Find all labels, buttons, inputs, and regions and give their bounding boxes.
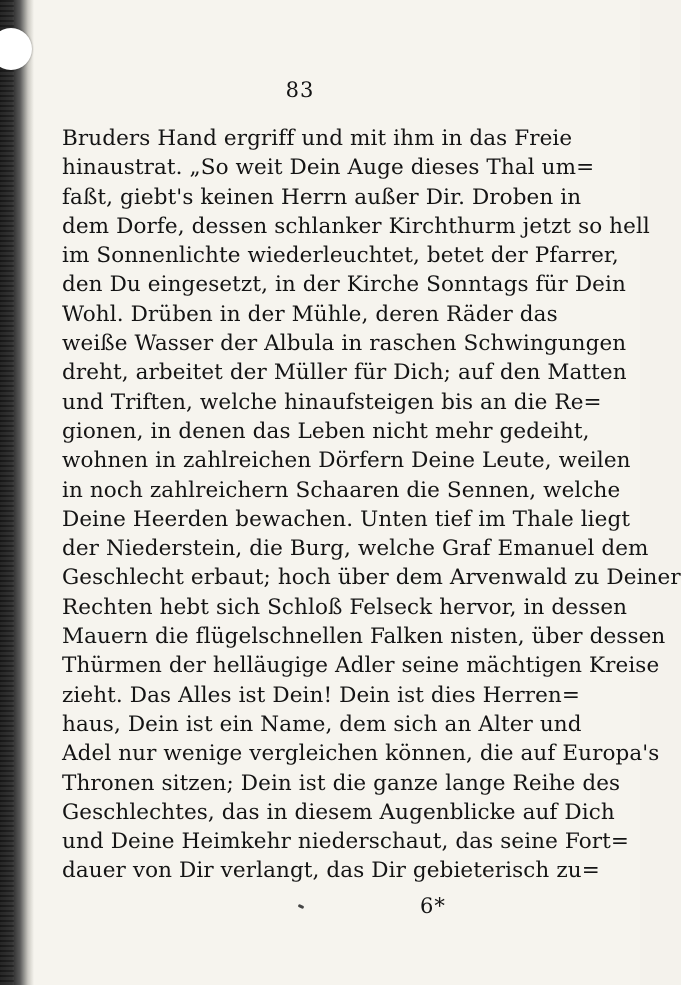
text-line: Thronen sitzen; Dein ist die ganze lange Reihe des — [62, 770, 621, 796]
text-line: dauer von Dir verlangt, das Dir gebieterisch zu= — [62, 858, 600, 884]
text-line: im Sonnenlichte wiederleuchtet, betet der Pfarrer, — [62, 243, 619, 269]
text-line: Geschlecht erbaut; hoch über dem Arvenwald zu Deiner — [62, 565, 681, 591]
text-line: Bruders Hand ergriff und mit ihm in das Freie — [62, 126, 573, 151]
text-line: hinaustrat. „So weit Dein Auge dieses Thal um= — [62, 155, 595, 181]
text-line: Deine Heerden bewachen. Unten tief im Thale liegt — [62, 506, 631, 532]
body-text — [62, 124, 681, 886]
text-line: den Du eingesetzt, in der Kirche Sonntags für Dein — [62, 272, 626, 298]
text-line: Thürmen der helläugige Adler seine mächtigen Kreise — [62, 653, 660, 679]
ink-speck — [298, 904, 305, 909]
page-number: 83 — [285, 78, 315, 102]
text-line: Geschlechtes, das in diesem Augenblicke auf Dich — [62, 799, 615, 825]
text-line: zieht. Das Alles ist Dein! Dein ist dies Herren= — [62, 682, 580, 708]
text-line: faßt, giebt's keinen Herrn außer Dir. Droben in — [62, 184, 582, 210]
text-line: der Niederstein, die Burg, welche Graf Emanuel dem — [62, 536, 649, 562]
signature-mark: 6* — [420, 894, 446, 918]
text-line: Adel nur wenige vergleichen können, die auf Europa's — [62, 741, 660, 767]
text-line: dem Dorfe, dessen schlanker Kirchthurm jetzt so hell — [62, 213, 650, 239]
text-line: haus, Dein ist ein Name, dem sich an Alter und — [62, 711, 582, 737]
text-line: Rechten hebt sich Schloß Felseck hervor, in dessen — [62, 594, 628, 620]
text-line: wohnen in zahlreichen Dörfern Deine Leute, weilen — [62, 448, 631, 474]
scan-edge-shadow — [0, 0, 34, 985]
text-line: in noch zahlreichern Schaaren die Sennen, welche — [62, 477, 621, 503]
text-line: dreht, arbeitet der Müller für Dich; auf den Matten — [62, 360, 627, 386]
text-line: Wohl. Drüben in der Mühle, deren Räder das — [62, 301, 558, 327]
text-line: gionen, in denen das Leben nicht mehr gedeiht, — [62, 418, 590, 444]
text-line: weiße Wasser der Albula in raschen Schwingungen — [62, 331, 627, 357]
text-line: und Deine Heimkehr niederschaut, das seine Fort= — [62, 829, 629, 855]
text-line: Mauern die flügelschnellen Falken nisten, über dessen — [62, 624, 666, 650]
text-line: und Triften, welche hinaufsteigen bis an die Re= — [62, 389, 602, 415]
